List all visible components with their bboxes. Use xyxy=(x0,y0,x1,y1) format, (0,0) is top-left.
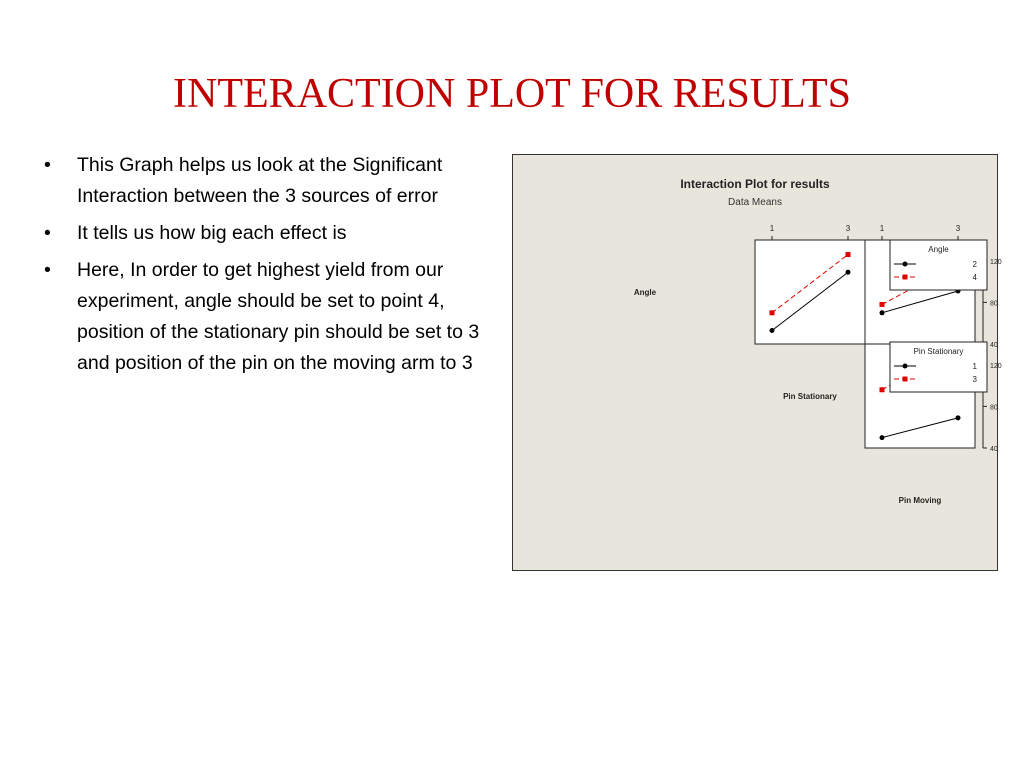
legend-marker xyxy=(903,364,908,369)
data-point xyxy=(880,435,885,440)
chart-title: Interaction Plot for results xyxy=(680,177,830,191)
legend-entry-label: 4 xyxy=(972,273,977,282)
factor-label: Pin Stationary xyxy=(783,392,837,401)
legend-entry-label: 2 xyxy=(972,260,977,269)
y-tick-label: 80 xyxy=(990,404,998,412)
bullet-text: It tells us how big each effect is xyxy=(77,222,347,244)
bullet-dot-icon: • xyxy=(44,154,51,176)
legend-entry-label: 1 xyxy=(972,362,977,371)
y-tick-label: 120 xyxy=(990,362,1002,370)
bullet-item xyxy=(40,255,490,379)
y-tick-label: 40 xyxy=(990,446,998,453)
legend-marker xyxy=(903,262,908,267)
data-point xyxy=(846,252,851,257)
x-tick-label: 1 xyxy=(769,224,775,233)
legend-title: Pin Stationary xyxy=(913,347,964,356)
data-point xyxy=(770,328,775,333)
legend-title: Angle xyxy=(928,245,949,254)
data-point xyxy=(880,310,885,315)
y-tick-label: 80 xyxy=(990,300,998,308)
bullet-text: This Graph helps us look at the Significant Interaction between the 3 sources of error xyxy=(77,154,443,207)
slide-title: INTERACTION PLOT FOR RESULTS xyxy=(173,71,851,117)
bullet-dot-icon: • xyxy=(44,259,51,281)
legend-entry-label: 3 xyxy=(972,375,977,384)
legend-marker xyxy=(903,275,908,280)
bullet-text: Here, In order to get highest yield from our experiment, angle should be set to point 4, position of the stationary pin should be set to 3 and position of the pin on the moving arm to 3 xyxy=(77,259,480,374)
x-tick-label: 1 xyxy=(879,224,885,233)
bullet-list xyxy=(40,150,490,385)
data-point xyxy=(880,302,885,307)
data-point xyxy=(956,415,961,420)
bullet-item xyxy=(40,218,490,249)
data-point xyxy=(880,387,885,392)
interaction-plot-svg xyxy=(512,154,1002,571)
factor-label: Angle xyxy=(633,288,657,297)
x-tick-label: 3 xyxy=(955,224,961,233)
y-tick-label: 40 xyxy=(990,342,998,349)
bullet-item xyxy=(40,150,490,212)
interaction-plot xyxy=(512,154,1002,571)
factor-label: Pin Moving xyxy=(898,496,942,505)
legend-marker xyxy=(903,377,908,382)
data-point xyxy=(846,270,851,275)
y-tick-label: 120 xyxy=(990,258,1002,266)
chart-subtitle: Data Means xyxy=(728,197,782,208)
bullet-dot-icon: • xyxy=(44,222,51,244)
data-point xyxy=(770,310,775,315)
x-tick-label: 3 xyxy=(845,224,851,233)
